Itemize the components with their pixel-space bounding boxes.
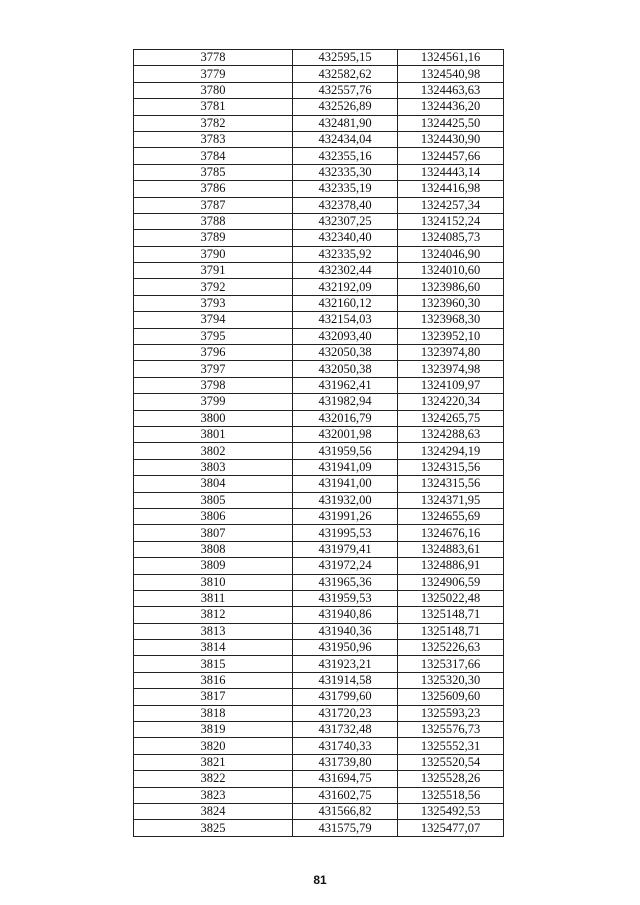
table-row	[134, 50, 504, 66]
y-coordinate-cell: 1323968,30	[398, 312, 504, 328]
y-coordinate-cell: 1324046,90	[398, 246, 504, 262]
x-coordinate-cell: 431923,21	[293, 656, 398, 672]
table-row	[134, 328, 504, 344]
point-number-cell: 3825	[134, 820, 293, 836]
y-coordinate-cell: 1324425,50	[398, 115, 504, 131]
table-row	[134, 82, 504, 98]
x-coordinate-cell: 431739,80	[293, 754, 398, 770]
table-row	[134, 476, 504, 492]
x-coordinate-cell: 432093,40	[293, 328, 398, 344]
x-coordinate-cell: 431602,75	[293, 787, 398, 803]
x-coordinate-cell: 431740,33	[293, 738, 398, 754]
point-number-cell: 3824	[134, 803, 293, 819]
y-coordinate-cell: 1324315,56	[398, 459, 504, 475]
y-coordinate-cell: 1325609,60	[398, 689, 504, 705]
point-number-cell: 3818	[134, 705, 293, 721]
table-row	[134, 312, 504, 328]
point-number-cell: 3819	[134, 722, 293, 738]
y-coordinate-cell: 1325528,26	[398, 771, 504, 787]
point-number-cell: 3813	[134, 623, 293, 639]
x-coordinate-cell: 432481,90	[293, 115, 398, 131]
table-row	[134, 181, 504, 197]
y-coordinate-cell: 1324430,90	[398, 131, 504, 147]
point-number-cell: 3783	[134, 131, 293, 147]
y-coordinate-cell: 1324257,34	[398, 197, 504, 213]
point-number-cell: 3797	[134, 361, 293, 377]
y-coordinate-cell: 1323974,80	[398, 345, 504, 361]
point-number-cell: 3811	[134, 590, 293, 606]
x-coordinate-cell: 431941,09	[293, 459, 398, 475]
table-row	[134, 459, 504, 475]
point-number-cell: 3792	[134, 279, 293, 295]
y-coordinate-cell: 1325593,23	[398, 705, 504, 721]
point-number-cell: 3823	[134, 787, 293, 803]
x-coordinate-cell: 432307,25	[293, 213, 398, 229]
table-row	[134, 279, 504, 295]
x-coordinate-cell: 432001,98	[293, 426, 398, 442]
point-number-cell: 3789	[134, 230, 293, 246]
table-row	[134, 508, 504, 524]
table-row	[134, 148, 504, 164]
x-coordinate-cell: 432154,03	[293, 312, 398, 328]
y-coordinate-cell: 1324883,61	[398, 541, 504, 557]
x-coordinate-cell: 431941,00	[293, 476, 398, 492]
x-coordinate-cell: 432160,12	[293, 295, 398, 311]
x-coordinate-cell: 432582,62	[293, 66, 398, 82]
point-number-cell: 3820	[134, 738, 293, 754]
y-coordinate-cell: 1324265,75	[398, 410, 504, 426]
point-number-cell: 3803	[134, 459, 293, 475]
table-row	[134, 820, 504, 836]
table-row	[134, 558, 504, 574]
x-coordinate-cell: 431914,58	[293, 672, 398, 688]
point-number-cell: 3801	[134, 426, 293, 442]
y-coordinate-cell: 1324436,20	[398, 99, 504, 115]
y-coordinate-cell: 1324886,91	[398, 558, 504, 574]
y-coordinate-cell: 1323986,60	[398, 279, 504, 295]
x-coordinate-cell: 431575,79	[293, 820, 398, 836]
x-coordinate-cell: 431982,94	[293, 394, 398, 410]
point-number-cell: 3805	[134, 492, 293, 508]
x-coordinate-cell: 431932,00	[293, 492, 398, 508]
y-coordinate-cell: 1324315,56	[398, 476, 504, 492]
x-coordinate-cell: 431972,24	[293, 558, 398, 574]
x-coordinate-cell: 431799,60	[293, 689, 398, 705]
table-row	[134, 263, 504, 279]
x-coordinate-cell: 432302,44	[293, 263, 398, 279]
point-number-cell: 3821	[134, 754, 293, 770]
point-number-cell: 3804	[134, 476, 293, 492]
y-coordinate-cell: 1325320,30	[398, 672, 504, 688]
x-coordinate-cell: 431962,41	[293, 377, 398, 393]
y-coordinate-cell: 1324443,14	[398, 164, 504, 180]
point-number-cell: 3790	[134, 246, 293, 262]
table-row	[134, 623, 504, 639]
table-row	[134, 345, 504, 361]
x-coordinate-cell: 432192,09	[293, 279, 398, 295]
y-coordinate-cell: 1324416,98	[398, 181, 504, 197]
point-number-cell: 3798	[134, 377, 293, 393]
y-coordinate-cell: 1324676,16	[398, 525, 504, 541]
table-row	[134, 197, 504, 213]
point-number-cell: 3808	[134, 541, 293, 557]
table-row	[134, 443, 504, 459]
table-row	[134, 426, 504, 442]
point-number-cell: 3796	[134, 345, 293, 361]
point-number-cell: 3794	[134, 312, 293, 328]
y-coordinate-cell: 1324457,66	[398, 148, 504, 164]
y-coordinate-cell: 1325148,71	[398, 607, 504, 623]
point-number-cell: 3788	[134, 213, 293, 229]
point-number-cell: 3786	[134, 181, 293, 197]
table-row	[134, 689, 504, 705]
x-coordinate-cell: 431995,53	[293, 525, 398, 541]
point-number-cell: 3809	[134, 558, 293, 574]
y-coordinate-cell: 1325022,48	[398, 590, 504, 606]
y-coordinate-cell: 1324288,63	[398, 426, 504, 442]
point-number-cell: 3791	[134, 263, 293, 279]
table-row	[134, 410, 504, 426]
x-coordinate-cell: 431959,56	[293, 443, 398, 459]
x-coordinate-cell: 431959,53	[293, 590, 398, 606]
table-row	[134, 787, 504, 803]
point-number-cell: 3802	[134, 443, 293, 459]
table-row	[134, 66, 504, 82]
x-coordinate-cell: 432340,40	[293, 230, 398, 246]
x-coordinate-cell: 431694,75	[293, 771, 398, 787]
table-row	[134, 771, 504, 787]
table-row	[134, 230, 504, 246]
y-coordinate-cell: 1325492,53	[398, 803, 504, 819]
table-row	[134, 574, 504, 590]
y-coordinate-cell: 1323952,10	[398, 328, 504, 344]
y-coordinate-cell: 1324152,24	[398, 213, 504, 229]
x-coordinate-cell: 431991,26	[293, 508, 398, 524]
x-coordinate-cell: 432016,79	[293, 410, 398, 426]
point-number-cell: 3787	[134, 197, 293, 213]
y-coordinate-cell: 1325477,07	[398, 820, 504, 836]
point-number-cell: 3793	[134, 295, 293, 311]
y-coordinate-cell: 1324010,60	[398, 263, 504, 279]
x-coordinate-cell: 432335,30	[293, 164, 398, 180]
table-row	[134, 754, 504, 770]
x-coordinate-cell: 432050,38	[293, 345, 398, 361]
table-row	[134, 492, 504, 508]
x-coordinate-cell: 432355,16	[293, 148, 398, 164]
page-number: 81	[313, 873, 327, 887]
point-number-cell: 3817	[134, 689, 293, 705]
table-row	[134, 803, 504, 819]
x-coordinate-cell: 432434,04	[293, 131, 398, 147]
y-coordinate-cell: 1324561,16	[398, 50, 504, 66]
point-number-cell: 3779	[134, 66, 293, 82]
point-number-cell: 3814	[134, 640, 293, 656]
point-number-cell: 3784	[134, 148, 293, 164]
table-row	[134, 525, 504, 541]
y-coordinate-cell: 1324220,34	[398, 394, 504, 410]
x-coordinate-cell: 431566,82	[293, 803, 398, 819]
point-number-cell: 3781	[134, 99, 293, 115]
y-coordinate-cell: 1324906,59	[398, 574, 504, 590]
table-row	[134, 656, 504, 672]
x-coordinate-cell: 432557,76	[293, 82, 398, 98]
y-coordinate-cell: 1325520,54	[398, 754, 504, 770]
point-number-cell: 3810	[134, 574, 293, 590]
table-row	[134, 361, 504, 377]
point-number-cell: 3815	[134, 656, 293, 672]
table-row	[134, 722, 504, 738]
y-coordinate-cell: 1323960,30	[398, 295, 504, 311]
table-row	[134, 672, 504, 688]
x-coordinate-cell: 432595,15	[293, 50, 398, 66]
point-number-cell: 3795	[134, 328, 293, 344]
table-row	[134, 295, 504, 311]
table-row	[134, 394, 504, 410]
y-coordinate-cell: 1325518,56	[398, 787, 504, 803]
point-number-cell: 3799	[134, 394, 293, 410]
y-coordinate-cell: 1325148,71	[398, 623, 504, 639]
y-coordinate-cell: 1325317,66	[398, 656, 504, 672]
point-number-cell: 3812	[134, 607, 293, 623]
point-number-cell: 3778	[134, 50, 293, 66]
y-coordinate-cell: 1324085,73	[398, 230, 504, 246]
x-coordinate-cell: 431979,41	[293, 541, 398, 557]
y-coordinate-cell: 1324540,98	[398, 66, 504, 82]
point-number-cell: 3807	[134, 525, 293, 541]
table-row	[134, 99, 504, 115]
x-coordinate-cell: 432335,92	[293, 246, 398, 262]
y-coordinate-cell: 1323974,98	[398, 361, 504, 377]
y-coordinate-cell: 1324109,97	[398, 377, 504, 393]
table-row	[134, 738, 504, 754]
y-coordinate-cell: 1325226,63	[398, 640, 504, 656]
table-row	[134, 377, 504, 393]
x-coordinate-cell: 431950,96	[293, 640, 398, 656]
point-number-cell: 3785	[134, 164, 293, 180]
y-coordinate-cell: 1324294,19	[398, 443, 504, 459]
point-number-cell: 3806	[134, 508, 293, 524]
table-row	[134, 640, 504, 656]
x-coordinate-cell: 432526,89	[293, 99, 398, 115]
table-row	[134, 115, 504, 131]
table-row	[134, 607, 504, 623]
x-coordinate-cell: 432050,38	[293, 361, 398, 377]
y-coordinate-cell: 1325552,31	[398, 738, 504, 754]
x-coordinate-cell: 431732,48	[293, 722, 398, 738]
x-coordinate-cell: 431940,36	[293, 623, 398, 639]
y-coordinate-cell: 1324463,63	[398, 82, 504, 98]
table-row	[134, 590, 504, 606]
table-row	[134, 541, 504, 557]
table-row	[134, 213, 504, 229]
y-coordinate-cell: 1324655,69	[398, 508, 504, 524]
coordinates-table	[133, 49, 504, 837]
point-number-cell: 3782	[134, 115, 293, 131]
table-row	[134, 164, 504, 180]
point-number-cell: 3800	[134, 410, 293, 426]
table-row	[134, 705, 504, 721]
table-row	[134, 131, 504, 147]
table-row	[134, 246, 504, 262]
x-coordinate-cell: 431720,23	[293, 705, 398, 721]
y-coordinate-cell: 1325576,73	[398, 722, 504, 738]
coordinates-table-body	[134, 50, 504, 837]
x-coordinate-cell: 431940,86	[293, 607, 398, 623]
x-coordinate-cell: 432335,19	[293, 181, 398, 197]
x-coordinate-cell: 431965,36	[293, 574, 398, 590]
point-number-cell: 3780	[134, 82, 293, 98]
y-coordinate-cell: 1324371,95	[398, 492, 504, 508]
x-coordinate-cell: 432378,40	[293, 197, 398, 213]
point-number-cell: 3816	[134, 672, 293, 688]
point-number-cell: 3822	[134, 771, 293, 787]
